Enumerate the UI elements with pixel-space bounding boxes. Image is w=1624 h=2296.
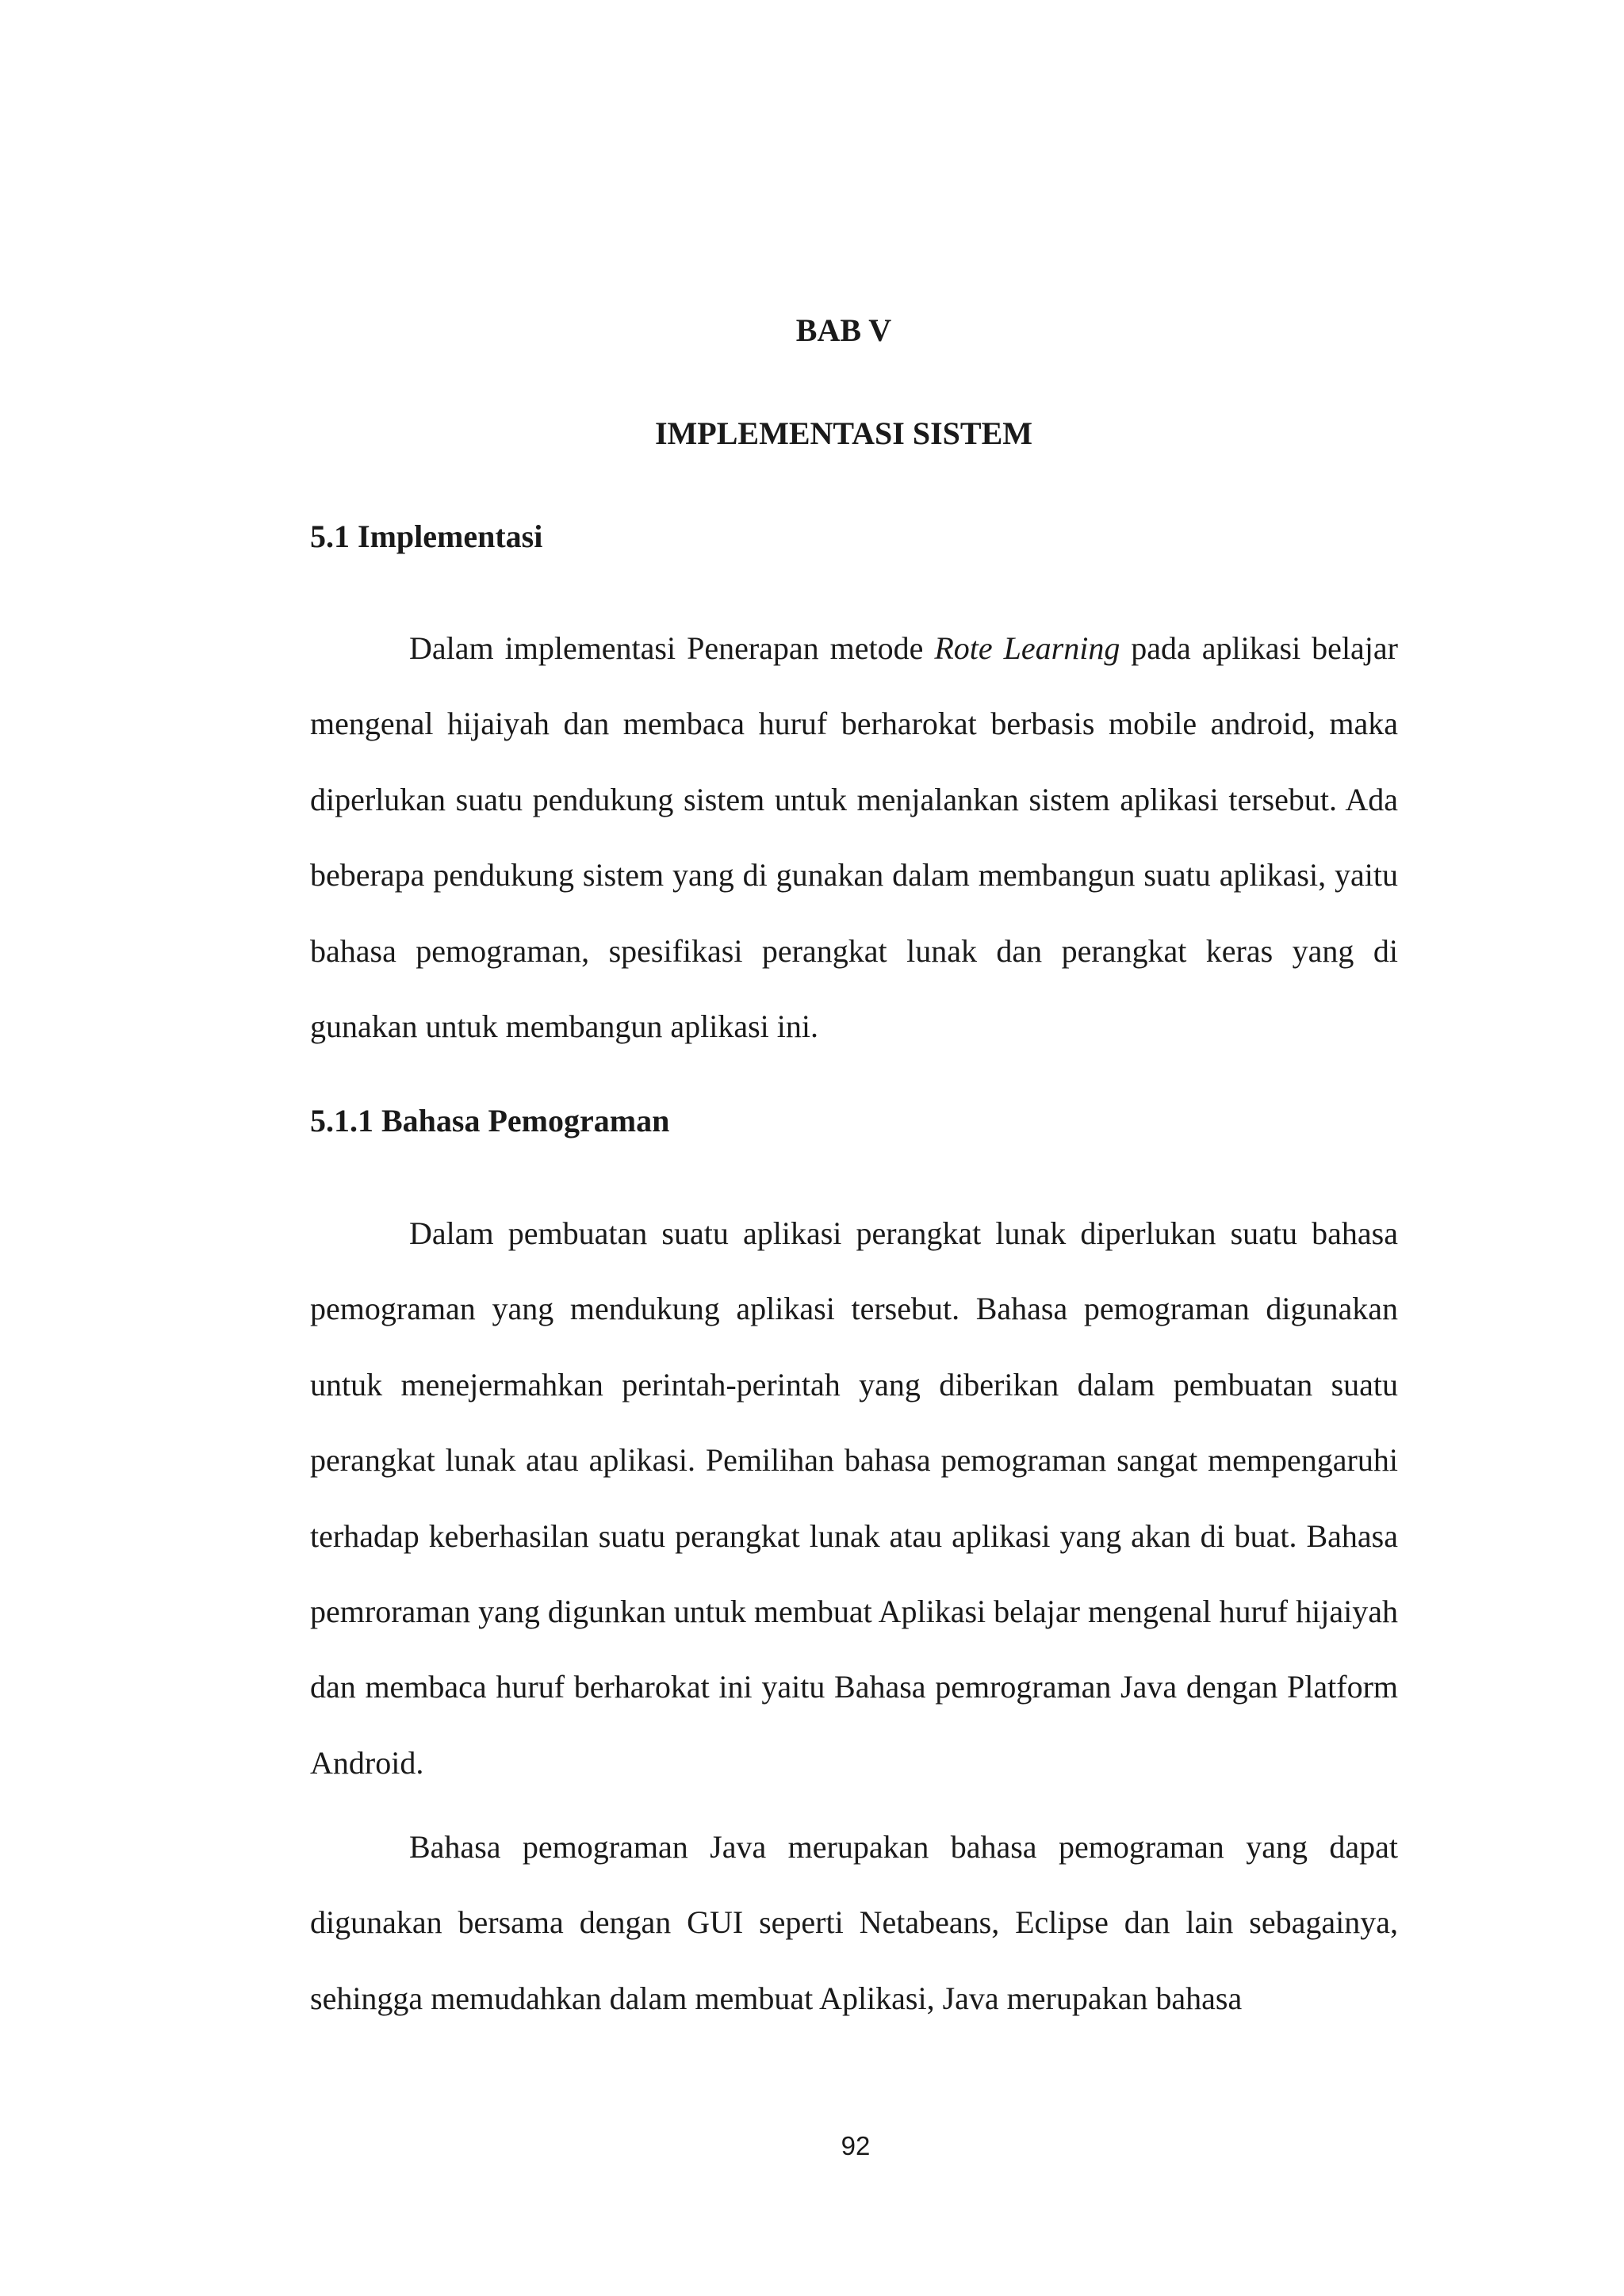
paragraph-implementasi <box>310 610 1398 1064</box>
chapter-title: IMPLEMENTASI SISTEM <box>654 415 1032 451</box>
paragraph-bahasa-pemograman-2: Bahasa pemograman Java merupakan bahasa pemograman yang dapat digunakan bersama dengan GUI seperti Netabeans, Eclipse dan lain sebagainya, sehingga memudahkan dalam membuat Aplikasi, Java merupakan bahasa <box>310 1829 1398 2016</box>
paragraph-text: pada aplikasi belajar mengenal hijaiyah dan membaca huruf berharokat berbasis mobile android, maka diperlukan suatu pendukung sistem untuk menjalankan sistem aplikasi tersebut. Ada beberapa pendukung sistem yang di gunakan dalam membangun suatu aplikasi, yaitu bahasa pemograman, spesifikasi perangkat lunak dan perangkat keras yang di gunakan untuk membangun aplikasi ini. <box>310 630 1398 1045</box>
paragraph-bahasa-pemograman-1: Dalam pembuatan suatu aplikasi perangkat lunak diperlukan suatu bahasa pemograman yang mendukung aplikasi tersebut. Bahasa pemograman digunakan untuk menejermahkan perintah-perintah yang diberikan dalam pembuatan suatu perangkat lunak atau aplikasi. Pemilihan bahasa pemograman sangat mempengaruhi terhadap keberhasilan suatu perangkat lunak atau aplikasi yang akan di buat. Bahasa pemroraman yang digunkan untuk membuat Aplikasi belajar mengenal huruf hijaiyah dan membaca huruf berharokat ini yaitu Bahasa pemrograman Java dengan Platform Android. <box>310 1215 1398 1781</box>
page-number: 92 <box>841 2131 871 2160</box>
chapter-label: BAB V <box>795 312 892 348</box>
paragraph-text: Dalam implementasi Penerapan metode <box>409 630 935 666</box>
italic-term: Rote Learning <box>934 630 1120 666</box>
section-heading-5-1-1: 5.1.1 Bahasa Pemograman <box>310 1103 670 1138</box>
section-heading-5-1: 5.1 Implementasi <box>310 519 543 554</box>
